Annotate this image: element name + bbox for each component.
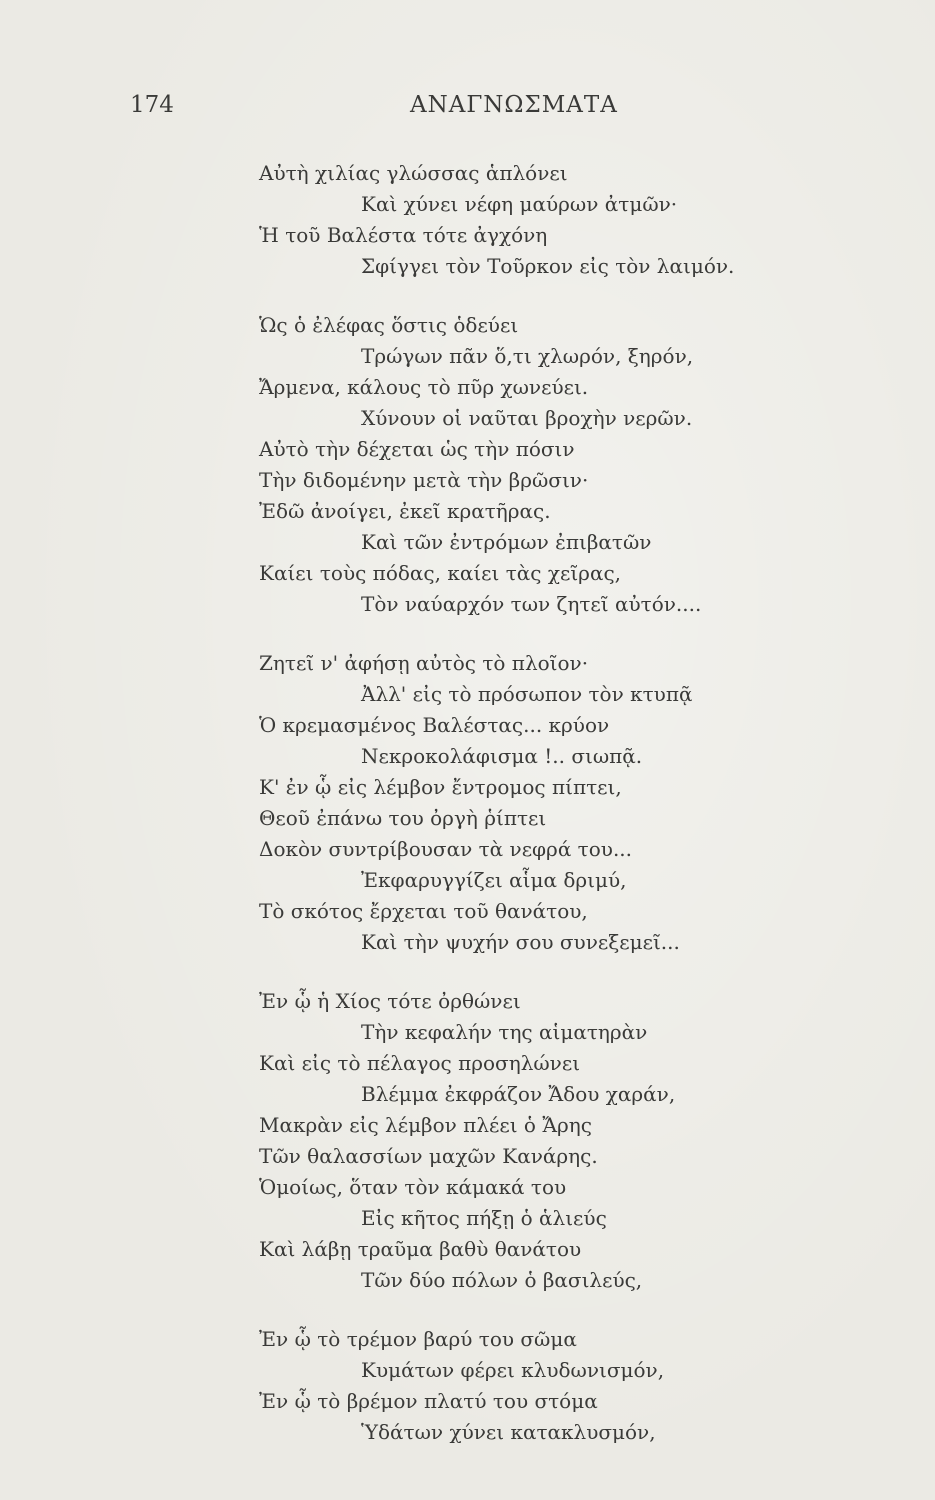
verse-line: Ἐν ᾧ ἡ Χίος τότε ὀρθώνει [259, 989, 521, 1013]
verse-line: Τὴν κεφαλήν της αἱματηρὰν [361, 1020, 648, 1044]
verse-line: Τὸν ναύαρχόν των ζητεῖ αὐτόν.... [361, 592, 702, 616]
verse-line: Εἰς κῆτος πήξῃ ὁ ἁλιεύς [361, 1206, 607, 1230]
verse-line: Χύνουν οἱ ναῦται βροχὴν νερῶν. [361, 406, 693, 430]
verse-line: Τρώγων πᾶν ὅ,τι χλωρόν, ξηρόν, [361, 344, 694, 368]
verse-line: Αὐτὴ χιλίας γλώσσας ἁπλόνει [259, 161, 568, 185]
verse-line: Κ' ἐν ᾧ εἰς λέμβον ἔντρομος πίπτει, [259, 775, 622, 799]
verse-line: Ἀλλ' εἰς τὸ πρόσωπον τὸν κτυπᾷ [361, 682, 693, 706]
verse-line: Θεοῦ ἐπάνω του ὀργὴ ῥίπτει [259, 806, 547, 830]
verse-line: Βλέμμα ἐκφράζον Ἄδου χαράν, [361, 1082, 676, 1106]
verse-line: Σφίγγει τὸν Τοῦρκον εἰς τὸν λαιμόν. [361, 254, 735, 278]
verse-line: Ἐκφαρυγγίζει αἷμα δριμύ, [361, 868, 627, 892]
verse-line: Καὶ τῶν ἐντρόμων ἐπιβατῶν [361, 530, 652, 554]
verse-line: Ἄρμενα, κάλους τὸ πῦρ χωνεύει. [259, 375, 589, 399]
verse-line: Δοκὸν συντρίβουσαν τὰ νεφρά του... [259, 837, 633, 861]
verse-line: Τῶν δύο πόλων ὁ βασιλεύς, [361, 1268, 643, 1292]
stanza [0, 986, 935, 1296]
running-title: ΑΝΑΓΝΩΣΜΑΤΑ [410, 92, 618, 118]
verse-line: Αὐτὸ τὴν δέχεται ὡς τὴν πόσιν [259, 437, 575, 461]
stanza [0, 1324, 935, 1448]
verse-line: Τὸ σκότος ἔρχεται τοῦ θανάτου, [259, 899, 588, 923]
page-number: 174 [130, 92, 174, 118]
stanza [0, 648, 935, 958]
verse-line: Καὶ τὴν ψυχήν σου συνεξεμεῖ... [361, 930, 680, 954]
stanza [0, 310, 935, 620]
verse-line: Καὶ χύνει νέφη μαύρων ἀτμῶν· [361, 192, 678, 216]
verse-line: Νεκροκολάφισμα !.. σιωπᾷ. [361, 744, 643, 768]
verse-line: Καίει τοὺς πόδας, καίει τὰς χεῖρας, [259, 561, 622, 585]
verse-line: Ἡ τοῦ Βαλέστα τότε ἀγχόνη [259, 223, 548, 247]
poem-body [0, 158, 935, 1476]
verse-line: Ἐδῶ ἀνοίγει, ἐκεῖ κρατῆρας. [259, 499, 551, 523]
verse-line: Ἐν ᾧ τὸ τρέμον βαρύ του σῶμα [259, 1327, 577, 1351]
verse-line: Τὴν διδομένην μετὰ τὴν βρῶσιν· [259, 468, 589, 492]
page-header [0, 92, 935, 128]
verse-line: Ὑδάτων χύνει κατακλυσμόν, [361, 1420, 656, 1444]
verse-line: Ὡς ὁ ἐλέφας ὅστις ὁδεύει [259, 313, 519, 337]
verse-line: Ζητεῖ ν' ἀφήσῃ αὐτὸς τὸ πλοῖον· [259, 651, 589, 675]
verse-line: Ὁμοίως, ὅταν τὸν κάμακά του [259, 1175, 567, 1199]
verse-line: Ἐν ᾧ τὸ βρέμον πλατύ του στόμα [259, 1389, 598, 1413]
verse-line: Τῶν θαλασσίων μαχῶν Κανάρης. [259, 1144, 598, 1168]
verse-line: Κυμάτων φέρει κλυδωνισμόν, [361, 1358, 665, 1382]
verse-line: Καὶ λάβῃ τραῦμα βαθὺ θανάτου [259, 1237, 582, 1261]
verse-line: Καὶ εἰς τὸ πέλαγος προσηλώνει [259, 1051, 581, 1075]
verse-line: Μακρὰν εἰς λέμβον πλέει ὁ Ἄρης [259, 1113, 592, 1137]
stanza [0, 158, 935, 282]
verse-line: Ὁ κρεμασμένος Βαλέστας... κρύον [259, 713, 610, 737]
